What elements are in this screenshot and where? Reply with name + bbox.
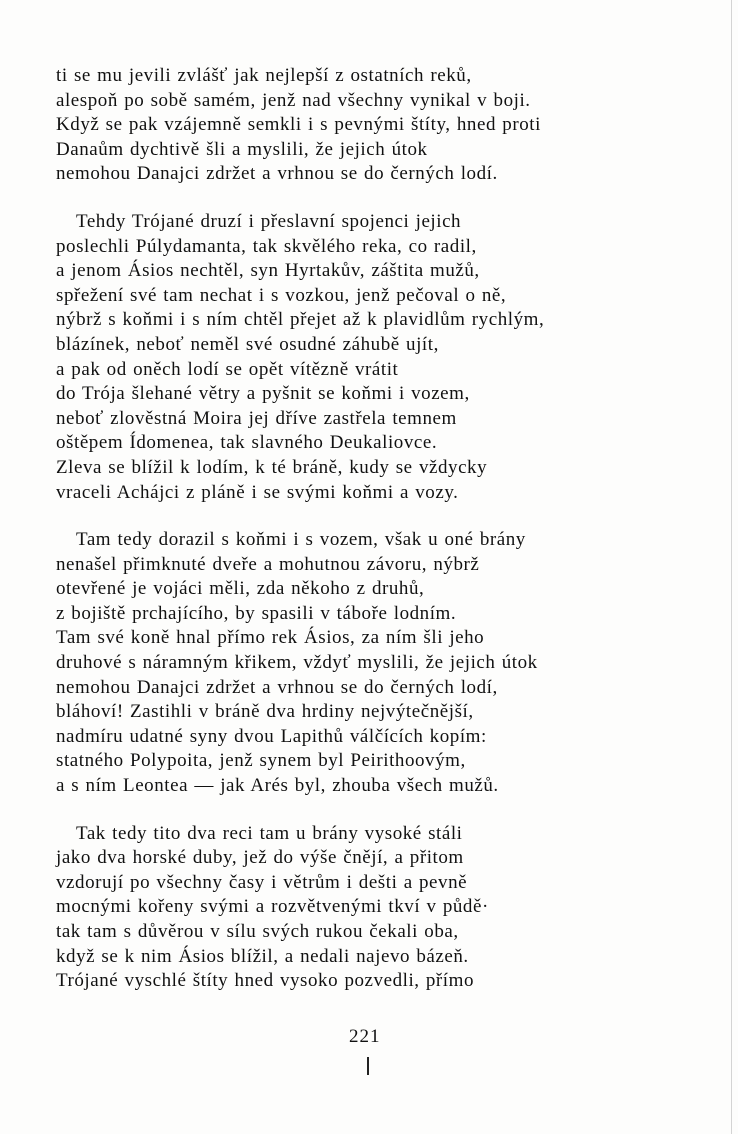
text-line: a jenom Ásios nechtěl, syn Hyrtakův, záštita mužů,: [56, 260, 480, 282]
text-line: Když se pak vzájemně semkli i s pevnými štíty, hned proti: [56, 114, 541, 136]
stanza: [56, 64, 656, 187]
text-line: Tam tedy dorazil s koňmi i s vozem, však u oné brány: [76, 529, 526, 551]
text-line: tak tam s důvěrou v sílu svých rukou čekali oba,: [56, 921, 459, 942]
text-line: Zleva se blížil k lodím, k té bráně, kudy se vždycky: [56, 456, 488, 478]
text-line: bláhoví! Zastihli v bráně dva hrdiny nejvýtečnější,: [56, 701, 474, 723]
text-line: nemohou Danajci zdržet a vrhnou se do černých lodí,: [56, 676, 498, 698]
text-line: Tam své koně hnal přímo rek Ásios, za ním šli jeho: [56, 627, 485, 649]
text-line: jako dva horské duby, jež do výše čnějí, a přitom: [56, 847, 464, 869]
text-line: a pak od oněch lodí se opět vítězně vrátit: [56, 358, 399, 380]
text-line: statného Polypoita, jenž synem byl Peirithoovým,: [56, 750, 466, 772]
text-line: Tak tedy tito dva reci tam u brány vysoké stáli: [76, 822, 463, 844]
text-line: a s ním Leontea — jak Arés byl, zhouba všech mužů.: [56, 775, 499, 797]
text-line: vzdorují po všechny časy i větrům i dešti a pevně: [56, 871, 468, 893]
text-line: nýbrž s koňmi i s ním chtěl přejet až k plavidlům rychlým,: [56, 309, 545, 331]
text-line: když se k nim Ásios blížil, a nedali najevo bázeň.: [56, 945, 469, 967]
page-edge: [731, 0, 732, 1134]
text-line: nemohou Danajci zdržet a vrhnou se do černých lodí.: [56, 163, 498, 185]
stanza: [56, 210, 656, 505]
text-line: otevřené je vojáci měli, zda někoho z druhů,: [56, 578, 425, 600]
text-line: nadmíru udatné syny dvou Lapithů válčících kopím:: [56, 725, 487, 747]
text-line: nenašel přimknuté dveře a mohutnou závoru, nýbrž: [56, 553, 480, 575]
text-line: z bojiště prchajícího, by spasili v táboře lodním.: [56, 602, 457, 624]
text-line: poslechli Púlydamanta, tak skvělého reka, co radil,: [56, 235, 477, 257]
text-line: druhové s náramným křikem, vždyť myslili, že jejich útok: [56, 652, 538, 674]
text-line: Danaům dychtivě šli a myslili, že jejich útok: [56, 138, 428, 160]
text-line: oštěpem Ídomenea, tak slavného Deukaliovce.: [56, 432, 438, 454]
text-line: Trójané vyschlé štíty hned vysoko pozvedli, přímo: [56, 970, 475, 992]
text-line: blázínek, neboť neměl své osudné záhubě ujít,: [56, 333, 439, 355]
text-line: mocnými kořeny svými a rozvětvenými tkví v půdě·: [56, 896, 489, 918]
stanza: [56, 528, 656, 799]
page-number: 221: [349, 1026, 381, 1047]
text-line: Tehdy Trójané druzí i přeslavní spojenci jejich: [76, 210, 462, 232]
poem-text: [56, 64, 656, 1017]
text-line: spřežení své tam nechat i s vozkou, jenž pečoval o ně,: [56, 284, 507, 306]
text-line: vraceli Achájci z pláně i se svými koňmi a vozy.: [56, 481, 459, 503]
text-line: ti se mu jevili zvlášť jak nejlepší z ostatních reků,: [56, 65, 472, 86]
text-line: alespoň po sobě samém, jenž nad všechny vynikal v boji.: [56, 89, 531, 111]
print-mark: [367, 1057, 369, 1075]
stanza: [56, 822, 656, 994]
text-line: do Trója šlehané větry a pyšnit se koňmi i vozem,: [56, 383, 470, 405]
text-line: neboť zlověstná Moira jej dříve zastřela temnem: [56, 407, 457, 429]
